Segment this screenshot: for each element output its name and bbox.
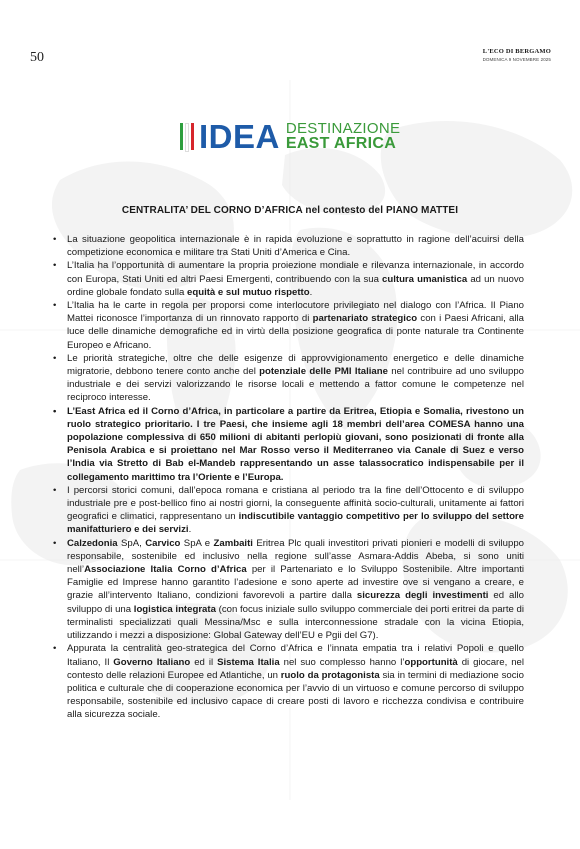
body-text: SpA, [117,537,146,549]
body-text: (con focus iniziale sullo sviluppo commerciale dei porti eritrei da parte di terminalisti specializzati quali Messina/Msc e sulla interconnessione stradale con la vicina Etiopia, utilizzando i mezzi a disposizione: Global Gateway dell’EU e Pgii del G7). [67,603,524,642]
bold-text: partenariato strategico [312,313,418,325]
bullet-item [50,642,524,721]
body-text: La situazione geopolitica internazionale è in rapida evoluzione e soprattutto in ragione dell’acuirsi della competizione economica e militare tra Stati Uniti d’America e Cina. [67,234,524,259]
bold-text: Sistema Italia [217,656,280,668]
italian-flag-icon [180,123,194,150]
body-text: ad un nuovo ordine globale fondato sulla [67,273,524,298]
bullet-icon: • [53,300,57,312]
bold-text: indiscutibile vantaggio competitivo per lo sviluppo del settore manifatturiero e dei servizi [67,511,524,536]
body-text: . [309,286,313,298]
body-text: SpA e [180,537,214,549]
bullet-item [50,484,524,537]
article-body [50,233,524,722]
bullet-item [50,352,524,405]
logo-main-text: IDEA [199,117,280,155]
bold-text: ruolo da protagonista [280,669,380,681]
bullet-icon: • [53,537,57,549]
article-heading: CENTRALITA’ DEL CORNO D’AFRICA nel contesto del PIANO MATTEI [121,205,459,216]
page-number: 50 [30,50,44,65]
body-text: Appurata la centralità geo-strategica del Corno d’Africa e l’innata empatia tra i relativi Popoli e quello Italiano, Il [67,643,524,668]
bullet-list [50,233,524,722]
bold-text: equità e sul mutuo rispetto [187,286,310,298]
bullet-item [50,259,524,299]
bullet-icon: • [53,352,57,364]
bold-text: cultura umanistica [382,273,468,285]
body-text: Le priorità strategiche, oltre che delle esigenze di approvvigionamento energetico e delle dinamiche migratorie, debbono tenere conto anche del [67,352,524,378]
bold-text: Carvico [145,537,181,549]
bold-text: sicurezza degli investimenti [356,590,489,602]
bullet-item [50,233,524,259]
bold-text: logistica integrata [133,603,216,615]
bullet-item [50,299,524,352]
masthead [483,49,551,62]
body-text: L’Italia ha l’opportunità di aumentare la propria proiezione mondiale e rilevanza internazionale, in accordo con Europa, Stati Uniti ed altri Paesi Emergenti, contribuendo con la sua [67,260,524,285]
bold-text: Calzedonia [67,537,118,549]
issue-date: DOMENICA 9 NOVEMBRE 2025 [482,56,551,62]
body-text: ed allo sviluppo di una [67,590,524,615]
logo-subtitle [286,121,400,152]
bold-text: opportunità [404,656,458,668]
body-text: I percorsi storici comuni, dall’epoca romana e cristiana al periodo tra la fine dell’Ottocento e di sviluppo industriale pre e post-bellico fino ai nostri giorni, la conseguente affinità socio-culturali, unitamente ai fattori geografici e climatici, rappresentano un [67,484,524,523]
bold-text: potenziale delle PMI Italiane [259,366,388,378]
bullet-item [50,537,524,643]
body-text: di giocare, nel contesto delle relazioni Europee ed Atlantiche, un [67,656,525,681]
body-text: con i Paesi Africani, alla luce delle dinamiche demografiche ed in virtù della posizione geografica di ponte naturale tra Continente Europeo e Africano. [67,313,524,351]
bold-text: Governo Italiano [113,656,191,668]
logo-line-2: EAST AFRICA [285,134,397,152]
body-text: per il Partenariato e lo Sviluppo Sostenibile. Altre importanti Famiglie ed Imprese hanno garantito l’adesione e sono aperte ad investire ove si vengano a creare, e grazie all’intervento Italiano, condizioni favorevoli a partire dalla [67,564,524,602]
bullet-icon: • [53,484,57,496]
bullet-icon: • [53,260,57,272]
bold-text: L’East Africa ed il Corno d’Africa, in particolare a partire da Eritrea, Etiopia e Somalia, rivestono un ruolo strategico prioritario. I tre Paesi, che insieme agli 18 membri dell’area COMESA hanno una popolazione complessiva di 650 milioni di abitanti perlopiù giovani, sono posizionati di fronte alla Penisola Arabica e si proiettano nel Mar Rosso verso il Mediterraneo via Canale di Suez e verso l’India via Stretto di Bab el-Mandeb rappresentando un asse talassocratico indispensabile per il collegamento marittimo tra l’Oriente e l’Europa. [67,405,524,483]
body-text: nel suo complesso hanno l’ [279,656,405,668]
idea-logo [180,117,401,155]
bullet-icon: • [53,405,57,417]
body-text: L’Italia ha le carte in regola per proporsi come interlocutore privilegiato nel dialogo con l’Africa. Il Piano Mattei riconosce l’importanza di un rinnovato rapporto di [67,300,524,325]
body-text: ed il [190,656,218,668]
body-text: nel contribuire ad uno sviluppo industriale e dei servizi valorizzando le risorse locali e mettendo a fattor comune le competenze nel reciproco interesse. [67,366,524,404]
newspaper-name: L'ECO DI BERGAMO [482,48,551,55]
bullet-icon: • [53,234,57,245]
bold-text: Associazione Italia Corno d’Africa [84,564,247,576]
flag-white-stripe [185,123,189,152]
bullet-icon: • [53,643,57,655]
bold-text: Zambaiti [213,537,253,549]
flag-green-stripe [180,123,183,150]
flag-red-stripe [191,123,194,150]
body-text: . [188,524,192,536]
logo-line-1: DESTINAZIONE [285,119,401,137]
body-text: sia in termini di mediazione socio politica e culturale che di cooperazione economica per l’avvio di un virtuoso e comune percorso di sviluppo responsabile, sostenibile ed inclusivo capace di creare posti di lavoro e ricchezza condivisa e contribuire alla sicurezza sociale. [67,669,524,721]
bullet-item [50,405,524,484]
body-text: Eritrea Plc quali investitori privati pionieri e modelli di sviluppo responsabile, sostenibile ed inclusivo nella regione sull’asse Asmara-Addis Abeba, si sono uniti nell’ [67,537,525,576]
